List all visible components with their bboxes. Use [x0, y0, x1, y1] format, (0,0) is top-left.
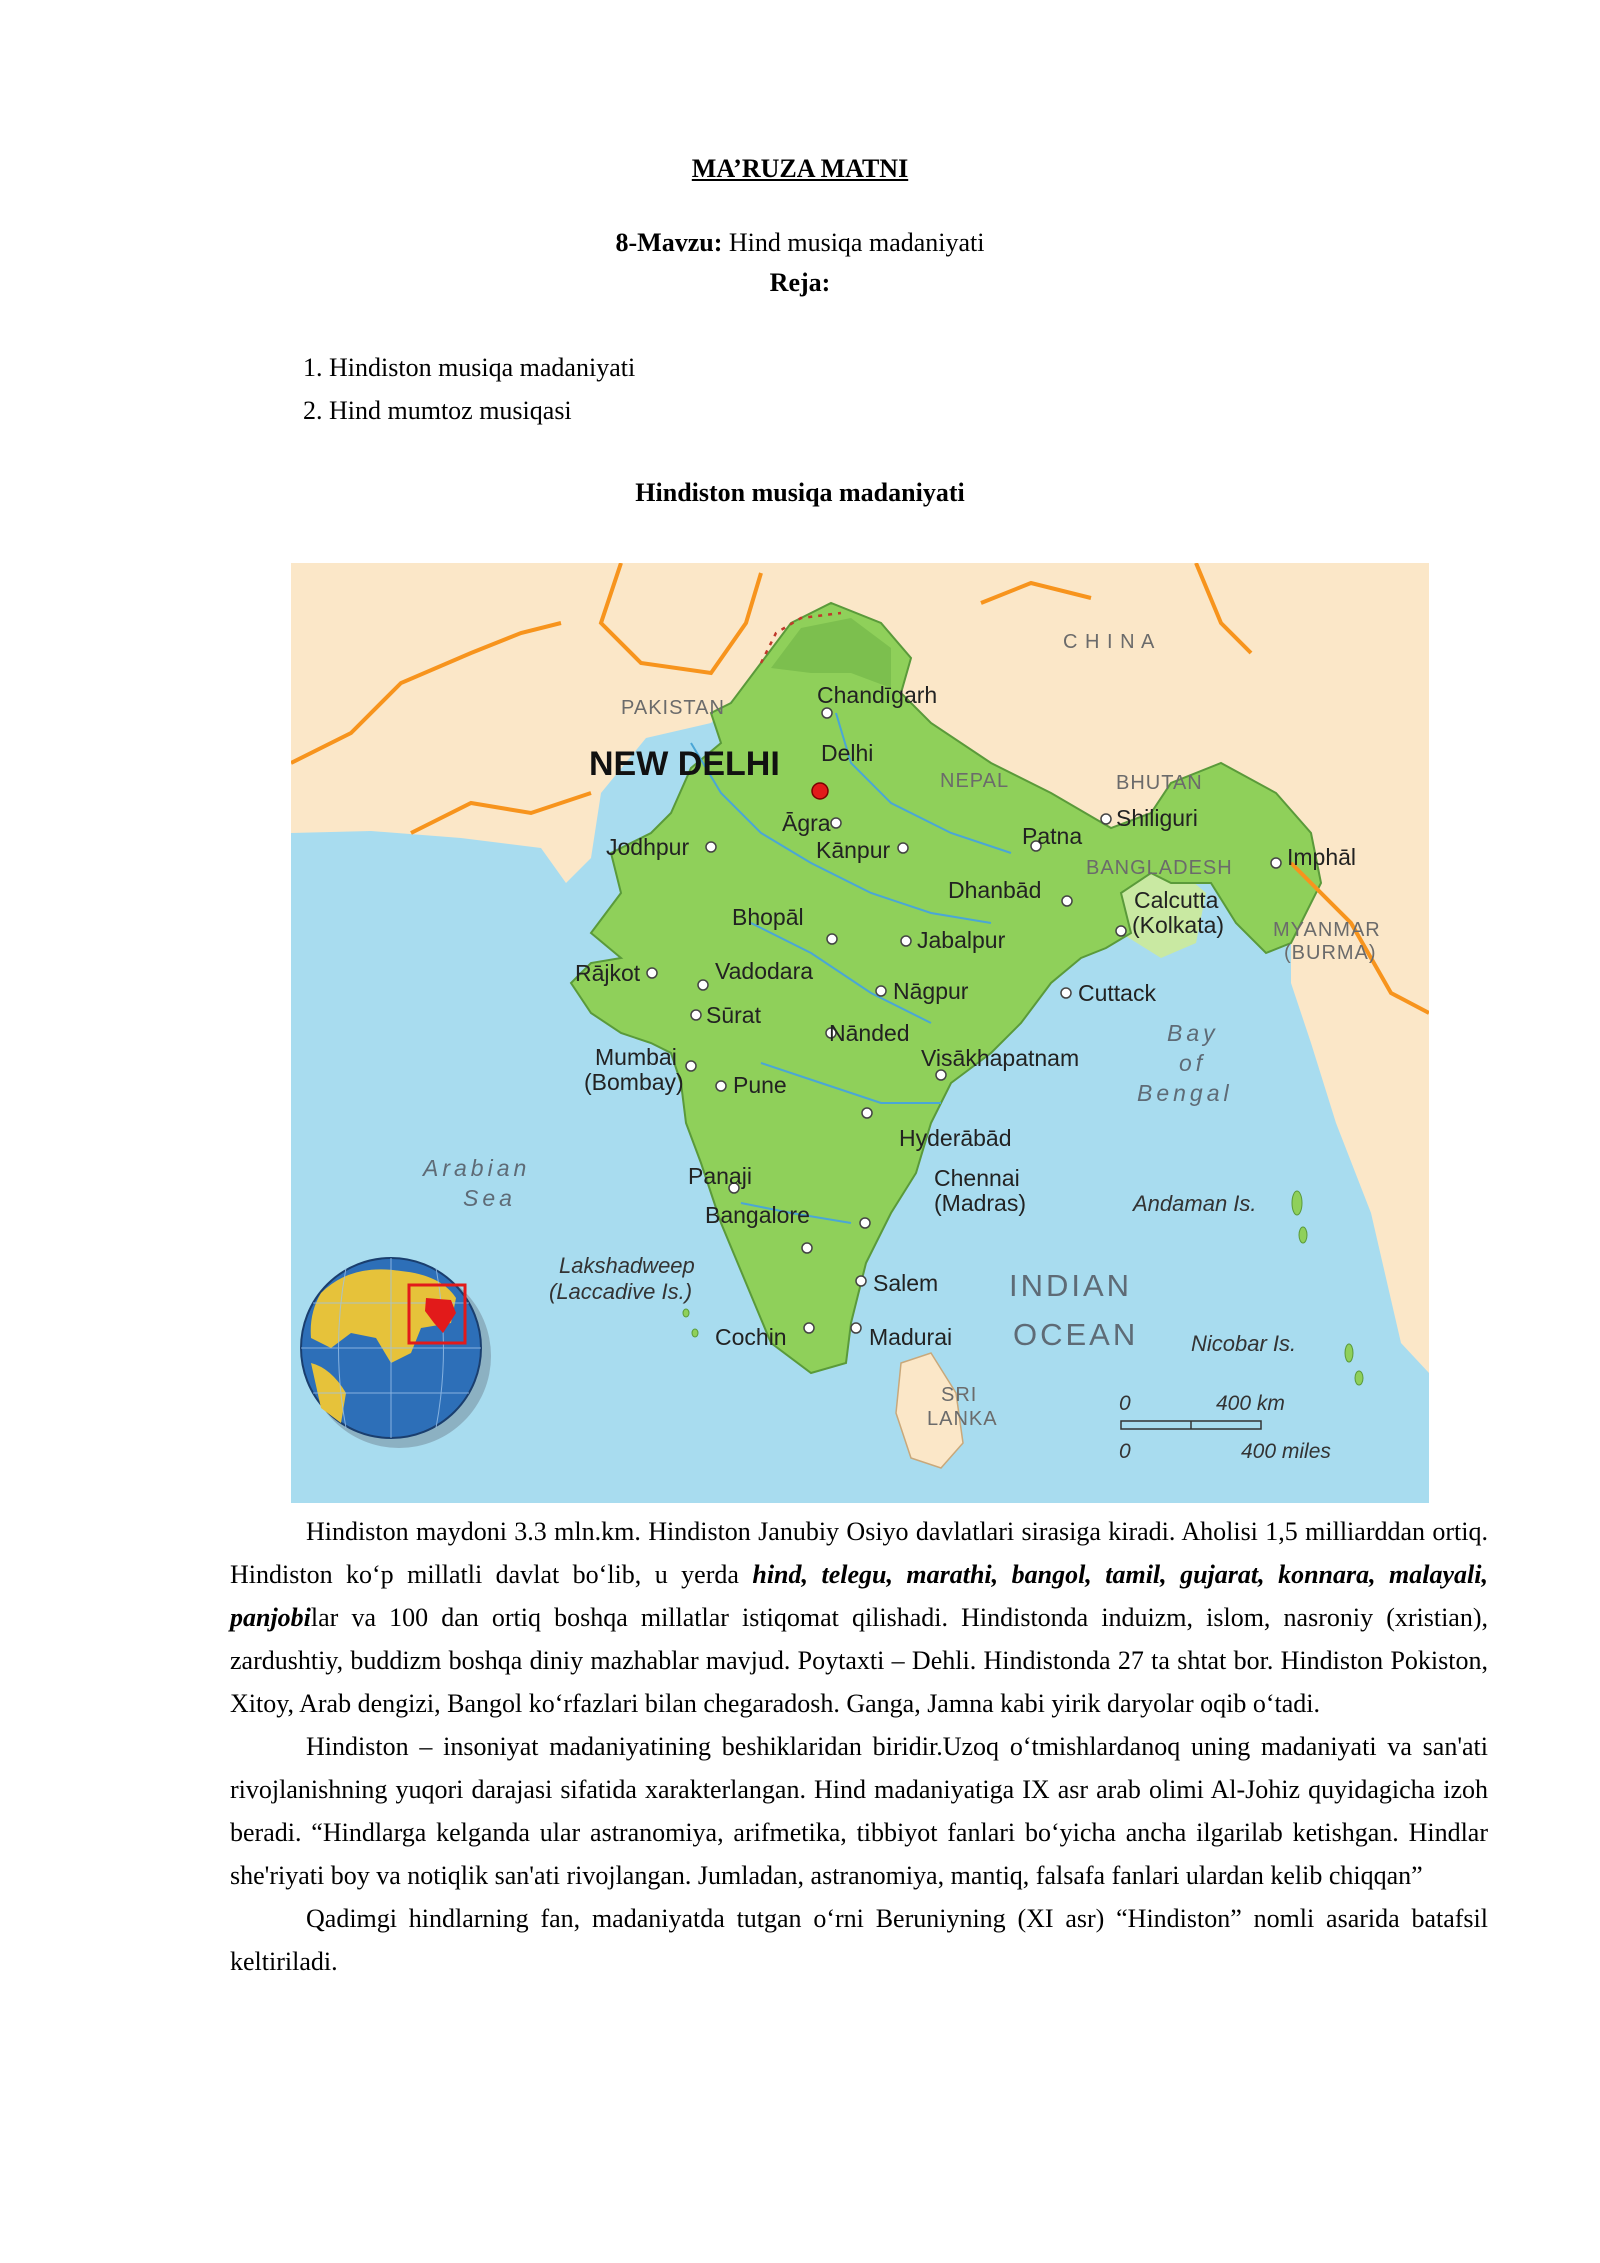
- label-mumbai: Mumbai: [595, 1044, 677, 1070]
- label-jodhpur: Jodhpur: [606, 834, 690, 860]
- island: [1355, 1371, 1363, 1385]
- marker-rajkot: [647, 968, 657, 978]
- marker-agra: [831, 818, 841, 828]
- label-kolkata: (Kolkata): [1132, 912, 1225, 938]
- body-text: [230, 1510, 1488, 1983]
- marker-kanpur: [898, 843, 908, 853]
- label-jabalpur: Jabalpur: [917, 927, 1006, 953]
- india-map: [291, 563, 1429, 1503]
- marker-dhanbad: [1062, 896, 1072, 906]
- label-bhopal: Bhopāl: [732, 904, 804, 930]
- label-madurai: Madurai: [869, 1324, 953, 1350]
- marker-cuttack: [1061, 988, 1071, 998]
- label-delhi: Delhi: [821, 740, 874, 766]
- marker-vadodara: [698, 980, 708, 990]
- topic-text: Hind musiqa madaniyati: [728, 228, 985, 257]
- island: [692, 1329, 698, 1337]
- plan-list: [303, 346, 635, 432]
- label-lakshadweep: Lakshadweep: [559, 1253, 695, 1278]
- marker-bangalore: [802, 1243, 812, 1253]
- label-madras: (Madras): [934, 1190, 1027, 1216]
- label-arabian-sea-1: Arabian: [423, 1155, 531, 1181]
- marker-salem: [856, 1276, 866, 1286]
- marker-chennai: [860, 1218, 870, 1228]
- label-pune: Pune: [733, 1072, 787, 1098]
- label-kanpur: Kānpur: [816, 837, 891, 863]
- label-patna: Patna: [1022, 823, 1083, 849]
- document-title: MA’RUZA MATNI: [691, 154, 909, 183]
- marker-surat: [691, 1010, 701, 1020]
- label-panaji: Panaji: [688, 1163, 752, 1189]
- marker-jabalpur: [901, 936, 911, 946]
- island: [1345, 1344, 1353, 1362]
- label-andaman: Andaman Is.: [1133, 1191, 1257, 1216]
- scale-miles-label: 400 miles: [1241, 1440, 1331, 1463]
- paragraph-1: [230, 1510, 1488, 1725]
- marker-visakhapatnam: [936, 1070, 946, 1080]
- island: [1299, 1227, 1307, 1243]
- label-visakhapatnam: Visākhapatnam: [921, 1045, 1080, 1071]
- marker-cochin: [804, 1323, 814, 1333]
- label-indian-ocean-2: OCEAN: [1013, 1317, 1139, 1352]
- label-burma: (BURMA): [1284, 942, 1377, 964]
- marker-bhopal: [827, 934, 837, 944]
- scale-zero-mi: 0: [1119, 1440, 1131, 1463]
- plan-item: 2. Hind mumtoz musiqasi: [303, 396, 572, 425]
- marker-jodhpur: [706, 842, 716, 852]
- label-bangladesh: BANGLADESH: [1086, 857, 1233, 879]
- label-bay-1: Bay: [1167, 1020, 1219, 1046]
- plan-heading: Reja:: [769, 268, 831, 297]
- topic-label: 8-Mavzu:: [615, 228, 723, 257]
- nationalities-emphasis: hind, telegu, marathi, bangol, tamil, gujarat, konnara, malayali, panjobi: [230, 1560, 1488, 1632]
- label-shiliguri: Shiliguri: [1116, 805, 1198, 831]
- label-capital: NEW DELHI: [589, 745, 780, 783]
- marker-calcutta: [1116, 926, 1126, 936]
- label-bombay: (Bombay): [584, 1069, 684, 1095]
- label-nicobar: Nicobar Is.: [1191, 1331, 1297, 1356]
- topic-line: [0, 226, 1600, 260]
- plan-item-text: Hindiston musiqa madaniyati: [329, 353, 636, 382]
- label-bhutan: BHUTAN: [1116, 772, 1203, 794]
- label-rajkot: Rājkot: [575, 960, 641, 986]
- label-dhanbad: Dhanbād: [948, 877, 1042, 903]
- plan-item: 1. Hindiston musiqa madaniyati: [303, 353, 636, 382]
- label-hyderabad: Hyderābād: [899, 1125, 1012, 1151]
- label-pakistan: PAKISTAN: [621, 697, 725, 719]
- label-china: C H I N A: [1063, 631, 1156, 653]
- label-nepal: NEPAL: [940, 770, 1010, 792]
- marker-mumbai: [686, 1061, 696, 1071]
- marker-chandigarh: [822, 708, 832, 718]
- scale-km-label: 400 km: [1216, 1392, 1285, 1415]
- label-chandigarh: Chandīgarh: [817, 682, 938, 708]
- plan-item-text: Hind mumtoz musiqasi: [329, 396, 572, 425]
- label-bay-3: Bengal: [1137, 1080, 1233, 1106]
- paragraph-1-part-a: Hindiston maydoni 3.3 mln.km. Hindiston Janubiy Osiyo davlatlari sirasiga kiradi. Aholisi 1,5 milliarddan ortiq. Hindiston ko‘p millatli davlat bo‘lib, u yerda: [230, 1517, 1488, 1589]
- label-nagpur: Nāgpur: [893, 978, 969, 1004]
- label-indian-ocean-1: INDIAN: [1009, 1268, 1133, 1303]
- label-surat: Sūrat: [706, 1002, 761, 1028]
- label-calcutta: Calcutta: [1134, 887, 1219, 913]
- label-cuttack: Cuttack: [1078, 980, 1156, 1006]
- label-salem: Salem: [873, 1270, 939, 1296]
- label-srilanka-2: LANKA: [927, 1408, 998, 1430]
- paragraph-2: Hindiston – insoniyat madaniyatining beshiklaridan biridir.Uzoq o‘tmishlardanoq uning madaniyati va san'ati rivojlanishning yuqori darajasi sifatida xarakterlangan. Hind madaniyatiga IX asr arab olimi Al-Johiz quyidagicha izoh beradi. “Hindlarga kelganda ular astranomiya, arifmetika, tibbiyot fanlari bo‘yicha ancha ilgarilab ketishgan. Hindlar she'riyati boy va notiqlik san'ati rivojlangan. Jumladan, astranomiya, mantiq, falsafa fanlari ulardan kelib chiqqan”: [230, 1732, 1488, 1890]
- section-heading: Hindiston musiqa madaniyati: [635, 478, 965, 507]
- island: [683, 1309, 689, 1317]
- marker-nagpur: [876, 986, 886, 996]
- paragraph-3: Qadimgi hindlarning fan, madaniyatda tutgan o‘rni Beruniyning (XI asr) “Hindiston” nomli asarida batafsil keltiriladi.: [230, 1904, 1488, 1976]
- label-agra: Āgra: [782, 810, 831, 836]
- paragraph-1-part-b: lar va 100 dan ortiq boshqa millatlar istiqomat qilishadi. Hindistonda induizm, islom, nasroniy (xristian), zardushtiy, buddizm boshqa diniy mazhablar mavjud. Poytaxti – Dehli. Hindistonda 27 ta shtat bor. Hindiston Pokiston, Xitoy, Arab dengizi, Bangol ko‘rfazlari bilan chegaradosh. Ganga, Jamna kabi yirik daryolar oqib o‘tadi.: [230, 1603, 1488, 1718]
- label-bangalore: Bangalore: [705, 1202, 810, 1228]
- island: [1292, 1191, 1302, 1215]
- marker-madurai: [851, 1323, 861, 1333]
- label-imphal: Imphāl: [1287, 844, 1357, 870]
- label-nanded: Nānded: [829, 1020, 910, 1046]
- label-srilanka-1: SRI: [941, 1384, 978, 1406]
- marker-shiliguri: [1101, 814, 1111, 824]
- label-cochin: Cochin: [715, 1324, 787, 1350]
- marker-hyderabad: [862, 1108, 872, 1118]
- scale-zero-km: 0: [1119, 1392, 1131, 1415]
- label-arabian-sea-2: Sea: [463, 1185, 516, 1211]
- label-chennai: Chennai: [934, 1165, 1020, 1191]
- capital-marker: [812, 783, 828, 799]
- label-laccadive: (Laccadive Is.): [549, 1279, 693, 1304]
- label-bay-2: of: [1179, 1050, 1207, 1076]
- label-myanmar: MYANMAR: [1273, 919, 1381, 941]
- marker-pune: [716, 1081, 726, 1091]
- label-vadodara: Vadodara: [715, 958, 814, 984]
- marker-imphal: [1271, 858, 1281, 868]
